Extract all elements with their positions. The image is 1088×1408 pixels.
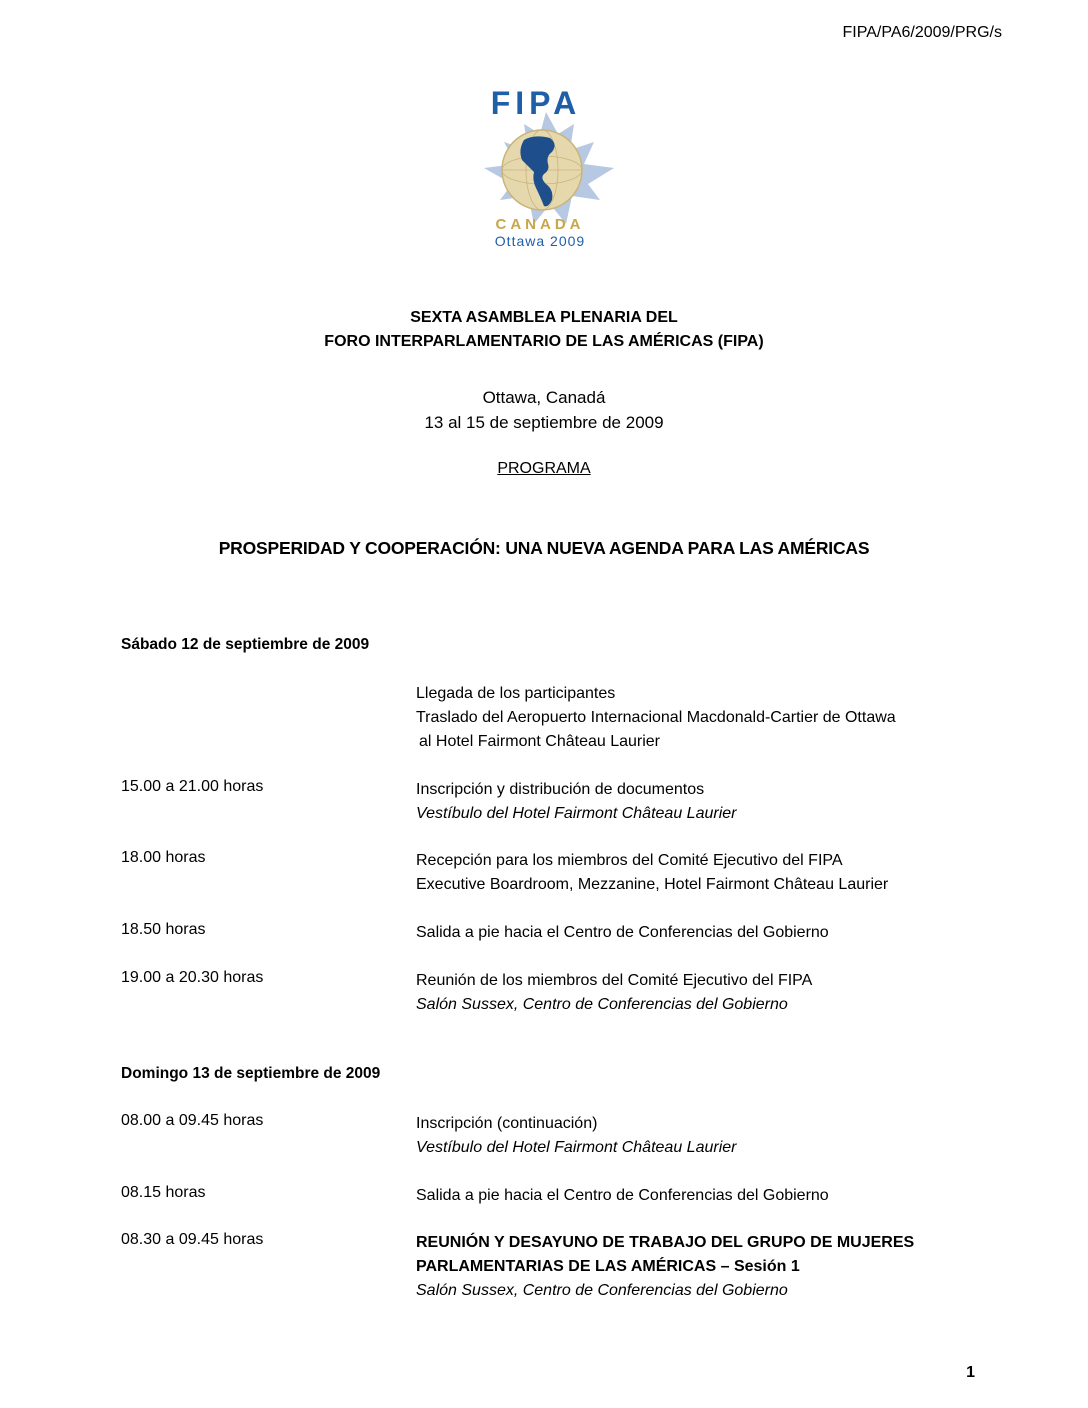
agenda-line: Recepción para los miembros del Comité Ejecutivo del FIPA <box>416 852 843 869</box>
event-dates: 13 al 15 de septiembre de 2009 <box>424 413 664 432</box>
page-number: 1 <box>966 1364 975 1381</box>
agenda-line: Inscripción (continuación) <box>416 1115 598 1132</box>
agenda-line: Llegada de los participantes <box>416 685 616 702</box>
agenda-time: 18.00 horas <box>121 849 206 866</box>
agenda-time: 08.30 a 09.45 horas <box>121 1231 264 1248</box>
agenda-time: 08.15 horas <box>121 1184 206 1201</box>
agenda-description <box>416 1184 981 1208</box>
agenda-description <box>416 682 981 754</box>
agenda-location: Executive Boardroom, Mezzanine, Hotel Fairmont Château Laurier <box>416 876 889 893</box>
agenda-line: Salida a pie hacia el Centro de Conferencias del Gobierno <box>416 1187 829 1204</box>
agenda-line: Traslado del Aeropuerto Internacional Macdonald-Cartier de Ottawa <box>416 709 896 726</box>
agenda-description <box>416 849 981 897</box>
agenda-description <box>416 969 981 1017</box>
agenda-time: 18.50 horas <box>121 921 206 938</box>
assembly-title <box>0 306 1088 354</box>
agenda-line: REUNIÓN Y DESAYUNO DE TRABAJO DEL GRUPO DE MUJERES <box>416 1234 915 1251</box>
event-place <box>0 385 1088 435</box>
agenda-line: Inscripción y distribución de documentos <box>416 781 705 798</box>
svg-text:FIPA: FIPA <box>490 85 582 121</box>
theme-heading: PROSPERIDAD Y COOPERACIÓN: UNA NUEVA AGENDA PARA LAS AMÉRICAS <box>218 538 870 558</box>
agenda-description <box>416 1112 981 1160</box>
agenda-line: Salida a pie hacia el Centro de Conferencias del Gobierno <box>416 924 829 941</box>
agenda-location: Salón Sussex, Centro de Conferencias del Gobierno <box>416 996 788 1013</box>
assembly-title-line2: FORO INTERPARLAMENTARIO DE LAS AMÉRICAS (FIPA) <box>324 333 764 350</box>
svg-text:CANADA: CANADA <box>495 216 585 233</box>
agenda-description <box>416 1231 981 1303</box>
programa-label: PROGRAMA <box>497 460 591 477</box>
agenda-time: 19.00 a 20.30 horas <box>121 969 264 986</box>
day-heading-sunday: Domingo 13 de septiembre de 2009 <box>121 1065 381 1082</box>
agenda-line: Reunión de los miembros del Comité Ejecutivo del FIPA <box>416 972 813 989</box>
document-reference: FIPA/PA6/2009/PRG/s <box>842 24 1002 41</box>
agenda-line: PARLAMENTARIAS DE LAS AMÉRICAS – Sesión 1 <box>416 1258 800 1275</box>
agenda-location: Vestíbulo del Hotel Fairmont Château Laurier <box>416 805 737 822</box>
programa-heading <box>0 460 1088 478</box>
day-heading-saturday: Sábado 12 de septiembre de 2009 <box>121 636 370 653</box>
event-city: Ottawa, Canadá <box>482 388 606 407</box>
agenda-description <box>416 778 981 826</box>
fipa-logo <box>454 84 634 254</box>
agenda-location: Vestíbulo del Hotel Fairmont Château Laurier <box>416 1139 737 1156</box>
agenda-time: 08.00 a 09.45 horas <box>121 1112 264 1129</box>
agenda-line: al Hotel Fairmont Château Laurier <box>419 733 661 750</box>
agenda-description <box>416 921 981 945</box>
agenda-location: Salón Sussex, Centro de Conferencias del Gobierno <box>416 1282 788 1299</box>
agenda-time: 15.00 a 21.00 horas <box>121 778 264 795</box>
maple-leaf-globe-icon <box>454 84 634 254</box>
svg-text:Ottawa 2009: Ottawa 2009 <box>494 233 586 249</box>
assembly-title-line1: SEXTA ASAMBLEA PLENARIA DEL <box>410 309 678 326</box>
